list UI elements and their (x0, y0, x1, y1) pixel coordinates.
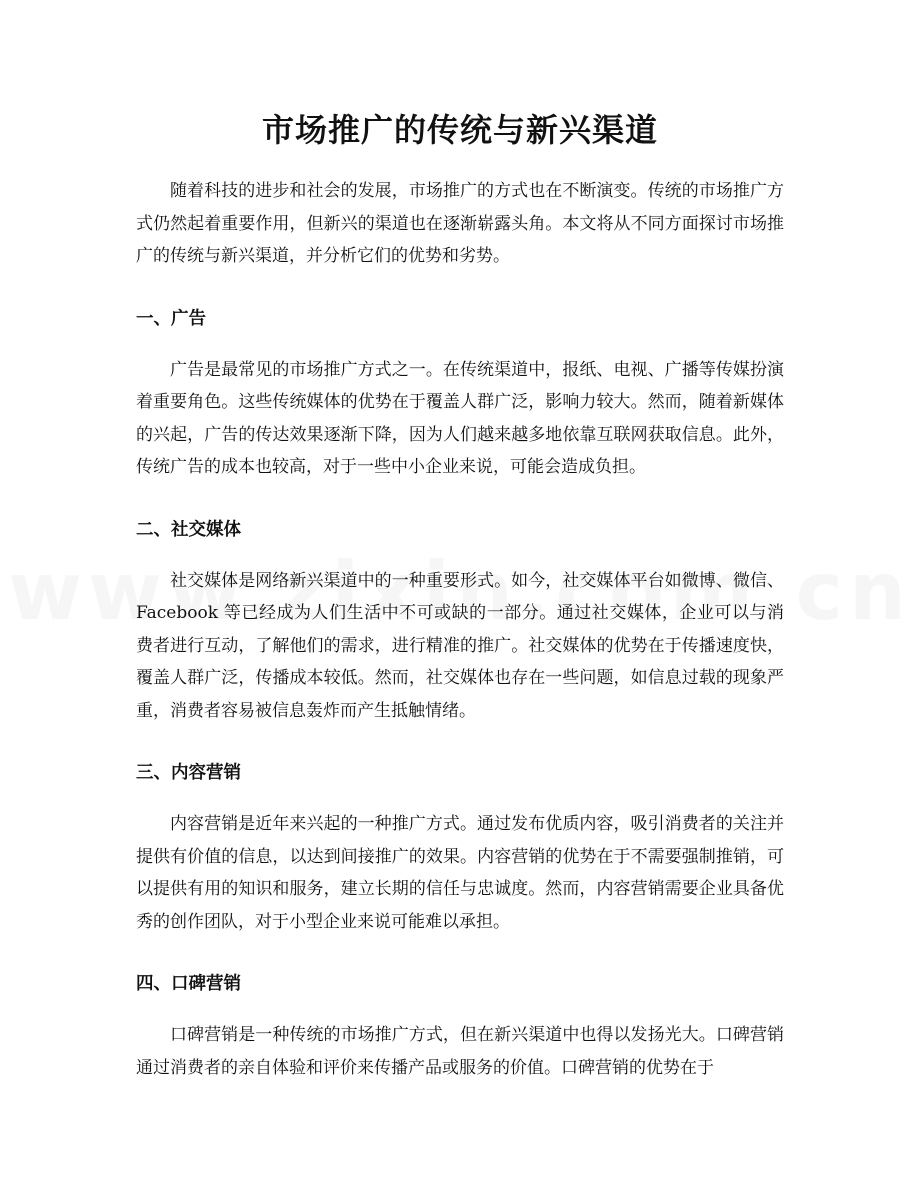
section-paragraph: 内容营销是近年来兴起的一种推广方式。通过发布优质内容，吸引消费者的关注并提供有价值的信息，以达到间接推广的效果。内容营销的优势在于不需要强制推销，可以提供有用的知识和服务，建立长期的信任与忠诚度。然而，内容营销需要企业具备优秀的创作团队，对于小型企业来说可能难以承担。 (136, 814, 784, 932)
section-heading: 三、内容营销 (136, 763, 241, 783)
section-word-of-mouth (136, 968, 784, 1084)
section-paragraph: 社交媒体是网络新兴渠道中的一种重要形式。如今，社交媒体平台如微博、微信、Facebook 等已经成为人们生活中不可或缺的一部分。通过社交媒体，企业可以与消费者进行互动，了解他们的需求，进行精准的推广。社交媒体的优势在于传播速度快，覆盖人群广泛，传播成本较低。然而，社交媒体也存在一些问题，如信息过载的现象严重，消费者容易被信息轰炸而产生抵触情绪。 (136, 570, 784, 721)
section-social-media (136, 514, 784, 728)
section-paragraph: 口碑营销是一种传统的市场推广方式，但在新兴渠道中也得以发扬光大。口碑营销通过消费者的亲自体验和评价来传播产品或服务的价值。口碑营销的优势在于 (136, 1025, 784, 1078)
section-heading: 二、社交媒体 (136, 519, 241, 540)
intro-paragraph: 随着科技的进步和社会的发展，市场推广的方式也在不断演变。传统的市场推广方式仍然起着重要作用，但新兴的渠道也在逐渐崭露头角。本文将从不同方面探讨市场推广的传统与新兴渠道，并分析它们的优势和劣势。 (136, 181, 784, 266)
section-heading: 一、广告 (136, 308, 206, 329)
section-advertising (136, 303, 784, 484)
section-paragraph: 广告是最常见的市场推广方式之一。在传统渠道中，报纸、电视、广播等传媒扮演着重要角色。这些传统媒体的优势在于覆盖人群广泛，影响力较大。然而，随着新媒体的兴起，广告的传达效果逐渐下降，因为人们越来越多地依靠互联网获取信息。此外，传统广告的成本也较高，对于一些中小企业来说，可能会造成负担。 (136, 359, 784, 477)
section-content-marketing (136, 757, 784, 938)
document-body (136, 175, 784, 1084)
section-heading: 四、口碑营销 (136, 974, 241, 994)
document-title: 市场推广的传统与新兴渠道 (261, 111, 658, 149)
